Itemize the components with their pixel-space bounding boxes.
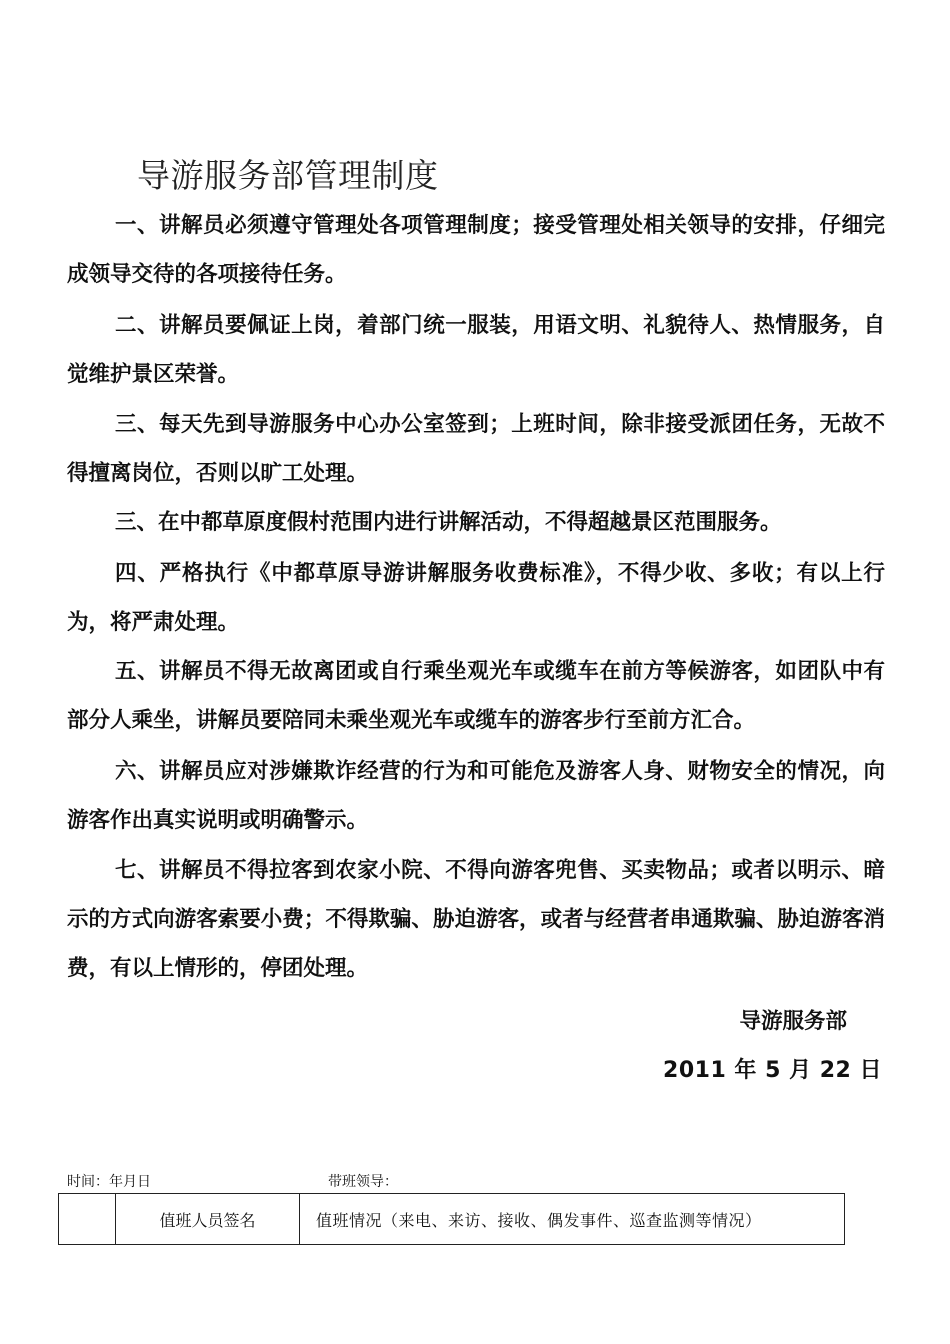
table-cell-blank	[59, 1194, 116, 1245]
rule-paragraph-7: 六、讲解员应对涉嫌欺诈经营的行为和可能危及游客人身、财物安全的情况，向游客作出真实说明或明确警示。	[67, 759, 885, 833]
rule-paragraph-1: 一、讲解员必须遵守管理处各项管理制度；接受管理处相关领导的安排，仔细完成领导交待的各项接待任务。	[67, 213, 885, 287]
rule-paragraph-6: 五、讲解员不得无故离团或自行乘坐观光车或缆车在前方等候游客，如团队中有部分人乘坐，讲解员要陪同未乘坐观光车或缆车的游客步行至前方汇合。	[67, 659, 885, 733]
rule-paragraph-3: 三、每天先到导游服务中心办公室签到；上班时间，除非接受派团任务，无故不得擅离岗位，否则以旷工处理。	[67, 412, 885, 486]
rule-paragraph-2: 二、讲解员要佩证上岗，着部门统一服装，用语文明、礼貌待人、热情服务，自觉维护景区荣誉。	[67, 313, 885, 387]
duty-log-table	[58, 1193, 845, 1245]
rule-paragraph-4: 三、在中都草原度假村范围内进行讲解活动，不得超越景区范围服务。	[115, 510, 782, 535]
document-title: 导游服务部管理制度	[137, 156, 439, 195]
duty-leader-label: 带班领导：	[328, 1174, 398, 1190]
table-header-signature: 值班人员签名	[116, 1194, 300, 1245]
duty-time-label: 时间：年月日	[67, 1174, 151, 1190]
table-header-situation: 值班情况（来电、来访、接收、偶发事件、巡查监测等情况）	[300, 1194, 845, 1245]
table-header-row	[59, 1194, 845, 1245]
rule-paragraph-5: 四、严格执行《中都草原导游讲解服务收费标准》，不得少收、多收；有以上行为，将严肃处理。	[67, 561, 885, 635]
signature-department: 导游服务部	[739, 1009, 847, 1034]
rule-paragraph-8: 七、讲解员不得拉客到农家小院、不得向游客兜售、买卖物品；或者以明示、暗示的方式向游客索要小费；不得欺骗、胁迫游客，或者与经营者串通欺骗、胁迫游客消费，有以上情形的，停团处理。	[67, 858, 885, 981]
signature-date: 2011 年 5 月 22 日	[663, 1058, 882, 1083]
